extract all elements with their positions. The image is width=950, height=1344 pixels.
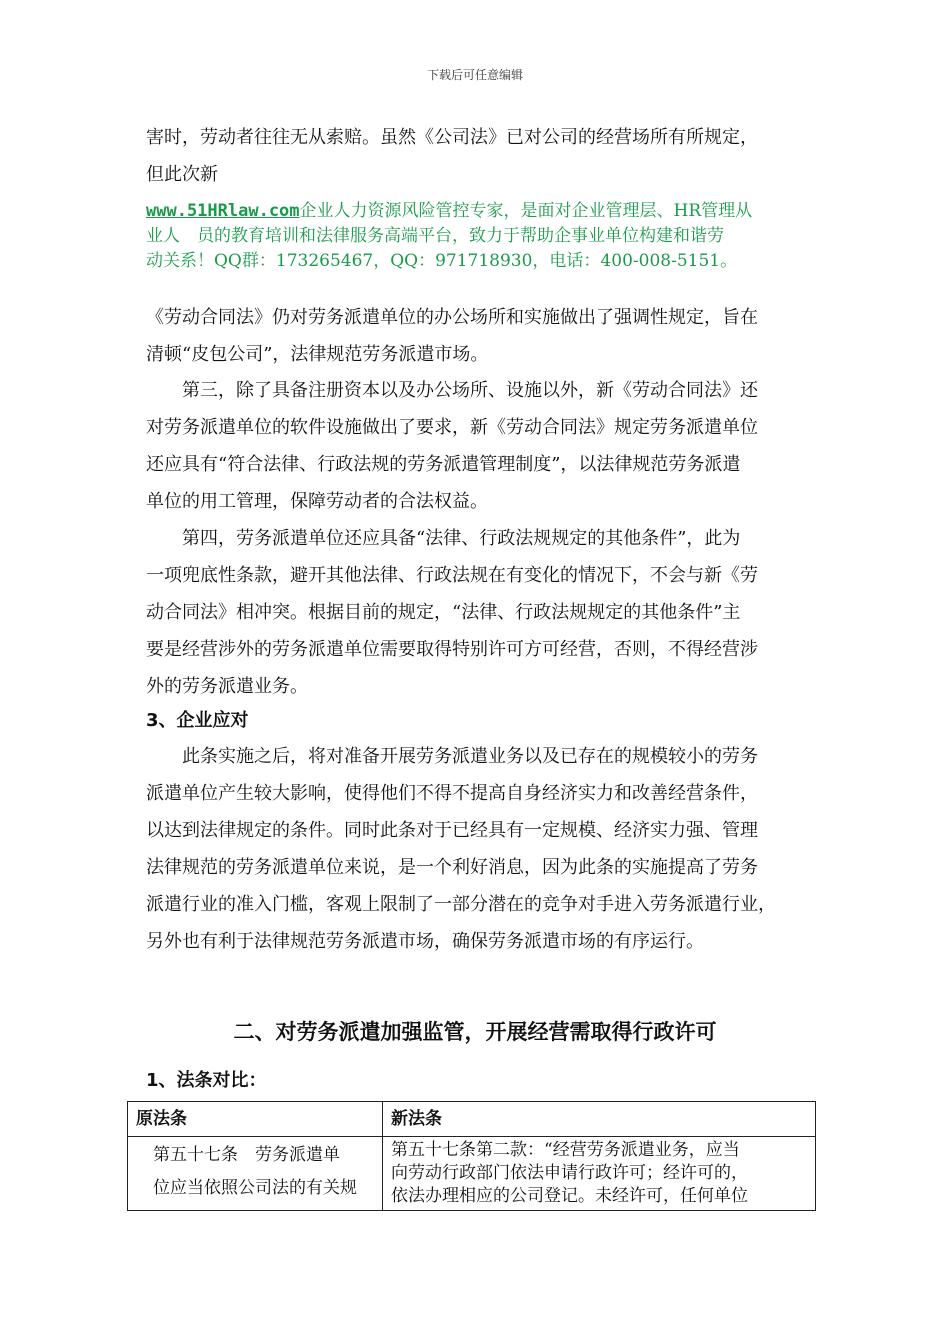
paragraph-line: 法律规范的劳务派遣单位来说，是一个利好消息，因为此条的实施提高了劳务 <box>146 857 758 878</box>
table-header-row <box>128 1102 816 1137</box>
paragraph-line: 第四，劳务派遣单位还应具备“法律、行政法规规定的其他条件”，此为 <box>146 528 741 549</box>
ad-block-line-2: 业人 员的教育培训和法律服务高端平台，致力于帮助企事业单位构建和谐劳 <box>146 226 724 246</box>
table-cell-original <box>128 1137 383 1211</box>
table-header-original: 原法条 <box>128 1102 383 1137</box>
paragraph-line: 清顿“皮包公司”，法律规范劳务派遣市场。 <box>146 344 489 365</box>
paragraph-line: 《劳动合同法》仍对劳务派遣单位的办公场所和实施做出了强调性规定，旨在 <box>146 307 758 328</box>
paragraph-line: 此条实施之后，将对准备开展劳务派遣业务以及已存在的规模较小的劳务 <box>146 746 758 767</box>
subheading-enterprise-response: 3、企业应对 <box>146 710 249 731</box>
paragraph-line: 害时，劳动者往往无从索赔。虽然《公司法》已对公司的经营场所有所规定， <box>146 127 758 148</box>
paragraph-line: 单位的用工管理，保障劳动者的合法权益。 <box>146 491 488 512</box>
website-link[interactable]: www.51HRlaw.com <box>146 201 300 221</box>
section-heading: 二、对劳务派遣加强监管，开展经营需取得行政许可 <box>233 1020 717 1044</box>
paragraph-line: 还应具有“符合法律、行政法规的劳务派遣管理制度”，以法律规范劳务派遣 <box>146 454 741 475</box>
ad-text: 企业人力资源风险管控专家，是面对企业管理层、HR管理从 <box>299 201 753 221</box>
page-header: 下载后可任意编辑 <box>426 68 523 82</box>
law-comparison-table <box>127 1101 816 1211</box>
table-header-new: 新法条 <box>383 1102 816 1137</box>
paragraph-line: 另外也有利于法律规范劳务派遣市场，确保劳务派遣市场的有序运行。 <box>146 931 704 952</box>
paragraph-line: 要是经营涉外的劳务派遣单位需要取得特别许可方可经营，否则，不得经营涉 <box>146 639 758 660</box>
cell-line: 向劳动行政部门依法申请行政许可；经许可的， <box>391 1163 748 1183</box>
paragraph-line: 外的劳务派遣业务。 <box>146 676 308 697</box>
paragraph-line: 动合同法》相冲突。根据目前的规定，“法律、行政法规规定的其他条件”主 <box>146 602 741 623</box>
paragraph-line: 派遣行业的准入门槛，客观上限制了一部分潜在的竞争对手进入劳务派遣行业， <box>146 894 776 915</box>
paragraph-line: 第三，除了具备注册资本以及办公场所、设施以外，新《劳动合同法》还 <box>146 380 758 401</box>
paragraph-line: 对劳务派遣单位的软件设施做出了要求，新《劳动合同法》规定劳务派遣单位 <box>146 417 758 438</box>
paragraph-line: 一项兜底性条款，避开其他法律、行政法规在有变化的情况下，不会与新《劳 <box>146 565 758 586</box>
paragraph-line: 以达到法律规定的条件。同时此条对于已经具有一定规模、经济实力强、管理 <box>146 820 758 841</box>
ad-block-line-1 <box>146 199 821 224</box>
paragraph-line: 派遣单位产生较大影响，使得他们不得不提高自身经济实力和改善经营条件， <box>146 783 758 804</box>
paragraph-line: 但此次新 <box>146 164 218 185</box>
ad-block-line-3: 动关系！QQ群：173265467，QQ：971718930，电话：400-008-5151。 <box>146 251 738 271</box>
cell-line: 第五十七条 劳务派遣单 <box>153 1145 340 1165</box>
cell-line: 第五十七条第二款：“经营劳务派遣业务，应当 <box>391 1140 740 1160</box>
cell-line: 位应当依照公司法的有关规 <box>153 1178 357 1198</box>
table-cell-new <box>383 1137 816 1211</box>
table-row <box>128 1137 816 1211</box>
subheading-law-comparison: 1、法条对比： <box>146 1070 267 1091</box>
cell-line: 依法办理相应的公司登记。未经许可，任何单位 <box>391 1186 748 1206</box>
